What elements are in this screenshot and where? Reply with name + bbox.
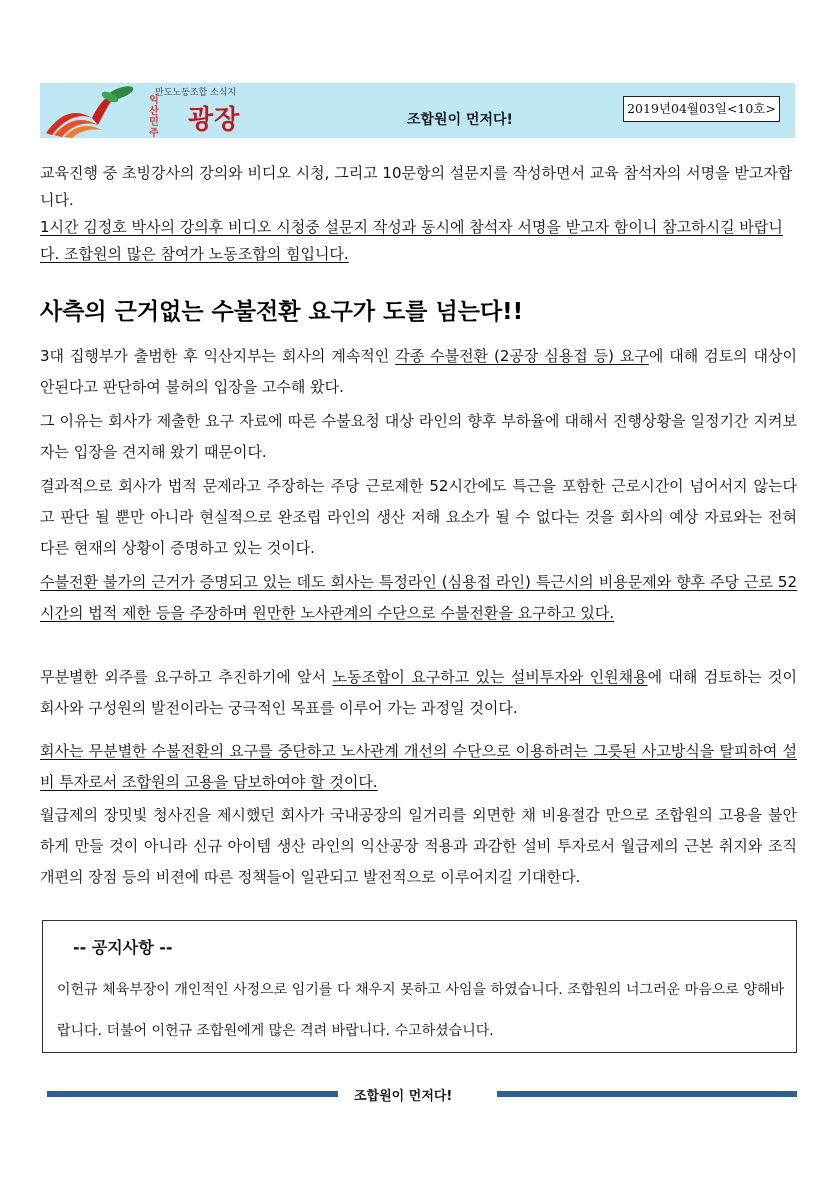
article-paragraph: 그 이유는 회사가 제출한 요구 자료에 따른 수불요청 대상 라인의 향후 부하율에 대해서 진행상황을 일정기간 지켜보자는 입장을 견지해 왔기 때문이다. <box>40 412 797 461</box>
article-paragraph: 월급제의 장밋빛 청사진을 제시했던 회사가 국내공장의 일거리를 외면한 채 비용절감 만으로 조합원의 고용을 불안하게 만들 것이 아니라 신규 아이템 생산 라인의 익산공장 적용과 과감한 설비 투자로서 월급제의 근본 취지와 조직 개편의 장점 등의 비젼에 따른 정책들이 일관되고 발전적으로 이루어지길 기대한다. <box>40 806 797 886</box>
intro-text-underlined: 1시간 김정호 박사의 강의후 비디오 시청중 설문지 작성과 동시에 참석자 서명을 받고자 함이니 참고하시길 바랍니다. 조합원의 많은 참여가 노동조합의 힘입니다. <box>40 218 783 263</box>
issue-date-box: 2019년04월03일<10호> <box>623 96 780 122</box>
header-slogan: 조합원이 먼저다! <box>407 112 513 128</box>
underlined-phrase: 노동조합이 요구하고 있는 설비투자와 인원채용 <box>332 668 648 686</box>
union-logo-icon <box>40 83 140 138</box>
intro-text: 교육진행 중 초빙강사의 강의와 비디오 시청, 그리고 10문항의 설문지를 작성하면서 교육 참석자의 서명을 받고자합니다. <box>40 164 793 209</box>
newsletter-title: 광장 <box>188 105 241 135</box>
union-name-small: 만도노동조합 소식지 <box>155 88 237 98</box>
article-paragraph-underlined: 수불전환 불가의 근거가 증명되고 있는 데도 회사는 특정라인 (심용접 라인) 특근시의 비용문제와 향후 주당 근로 52시간의 법적 제한 등을 주장하며 원만한 노사관계의 수단으로 수불전환을 요구하고 있다. <box>40 573 797 622</box>
article-paragraph-underlined: 회사는 무분별한 수불전환의 요구를 중단하고 노사관계 개선의 수단으로 이용하려는 그릇된 사고방식을 탈피하여 설비 투자로서 조합원의 고용을 담보하여야 할 것이다. <box>40 742 797 791</box>
newsletter-header <box>40 83 795 138</box>
union-name-vertical: 익 산 민 주 <box>149 95 159 139</box>
article-paragraph: 결과적으로 회사가 법적 문제라고 주장하는 주당 근로제한 52시간에도 특근을 포함한 근로시간이 넘어서지 않는다고 판단 될 뿐만 아니라 현실적으로 완조립 라인의 생산 저해 요소가 될 수 없다는 것을 회사의 예상 자료와는 전혀 다른 현재의 상황이 증명하고 있는 것이다. <box>40 477 797 557</box>
article-headline: 사측의 근거없는 수불전환 요구가 도를 넘는다!! <box>40 299 524 325</box>
notice-text: 이헌규 체육부장이 개인적인 사정으로 임기를 다 채우지 못하고 사임을 하였습니다. 조합원의 너그러운 마음으로 양해바랍니다. 더불어 이헌규 조합원에게 많은 격려 바랍니다. 수고하셨습니다. <box>57 982 784 1039</box>
footer-bar-left <box>47 1091 338 1097</box>
notice-title: -- 공지사항 -- <box>73 938 173 957</box>
footer-bar-right <box>497 1091 797 1097</box>
notice-box <box>42 920 797 1053</box>
article-paragraph: 무분별한 외주를 요구하고 추진하기에 앞서 노동조합이 요구하고 있는 설비투자와 인원채용에 대해 검토하는 것이 회사와 구성원의 발전이라는 궁극적인 목표를 이루어 가는 과정일 것이다. <box>40 668 797 717</box>
intro-section <box>40 160 797 268</box>
article-paragraph: 3대 집행부가 출범한 후 익산지부는 회사의 계속적인 각종 수불전환 (2공장 심용접 등) 요구에 대해 검토의 대상이 안된다고 판단하여 불허의 입장을 고수해 왔다. <box>40 347 797 396</box>
underlined-phrase: 각종 수불전환 (2공장 심용접 등) 요구 <box>395 347 649 365</box>
footer-slogan: 조합원이 먼저다! <box>354 1089 453 1104</box>
